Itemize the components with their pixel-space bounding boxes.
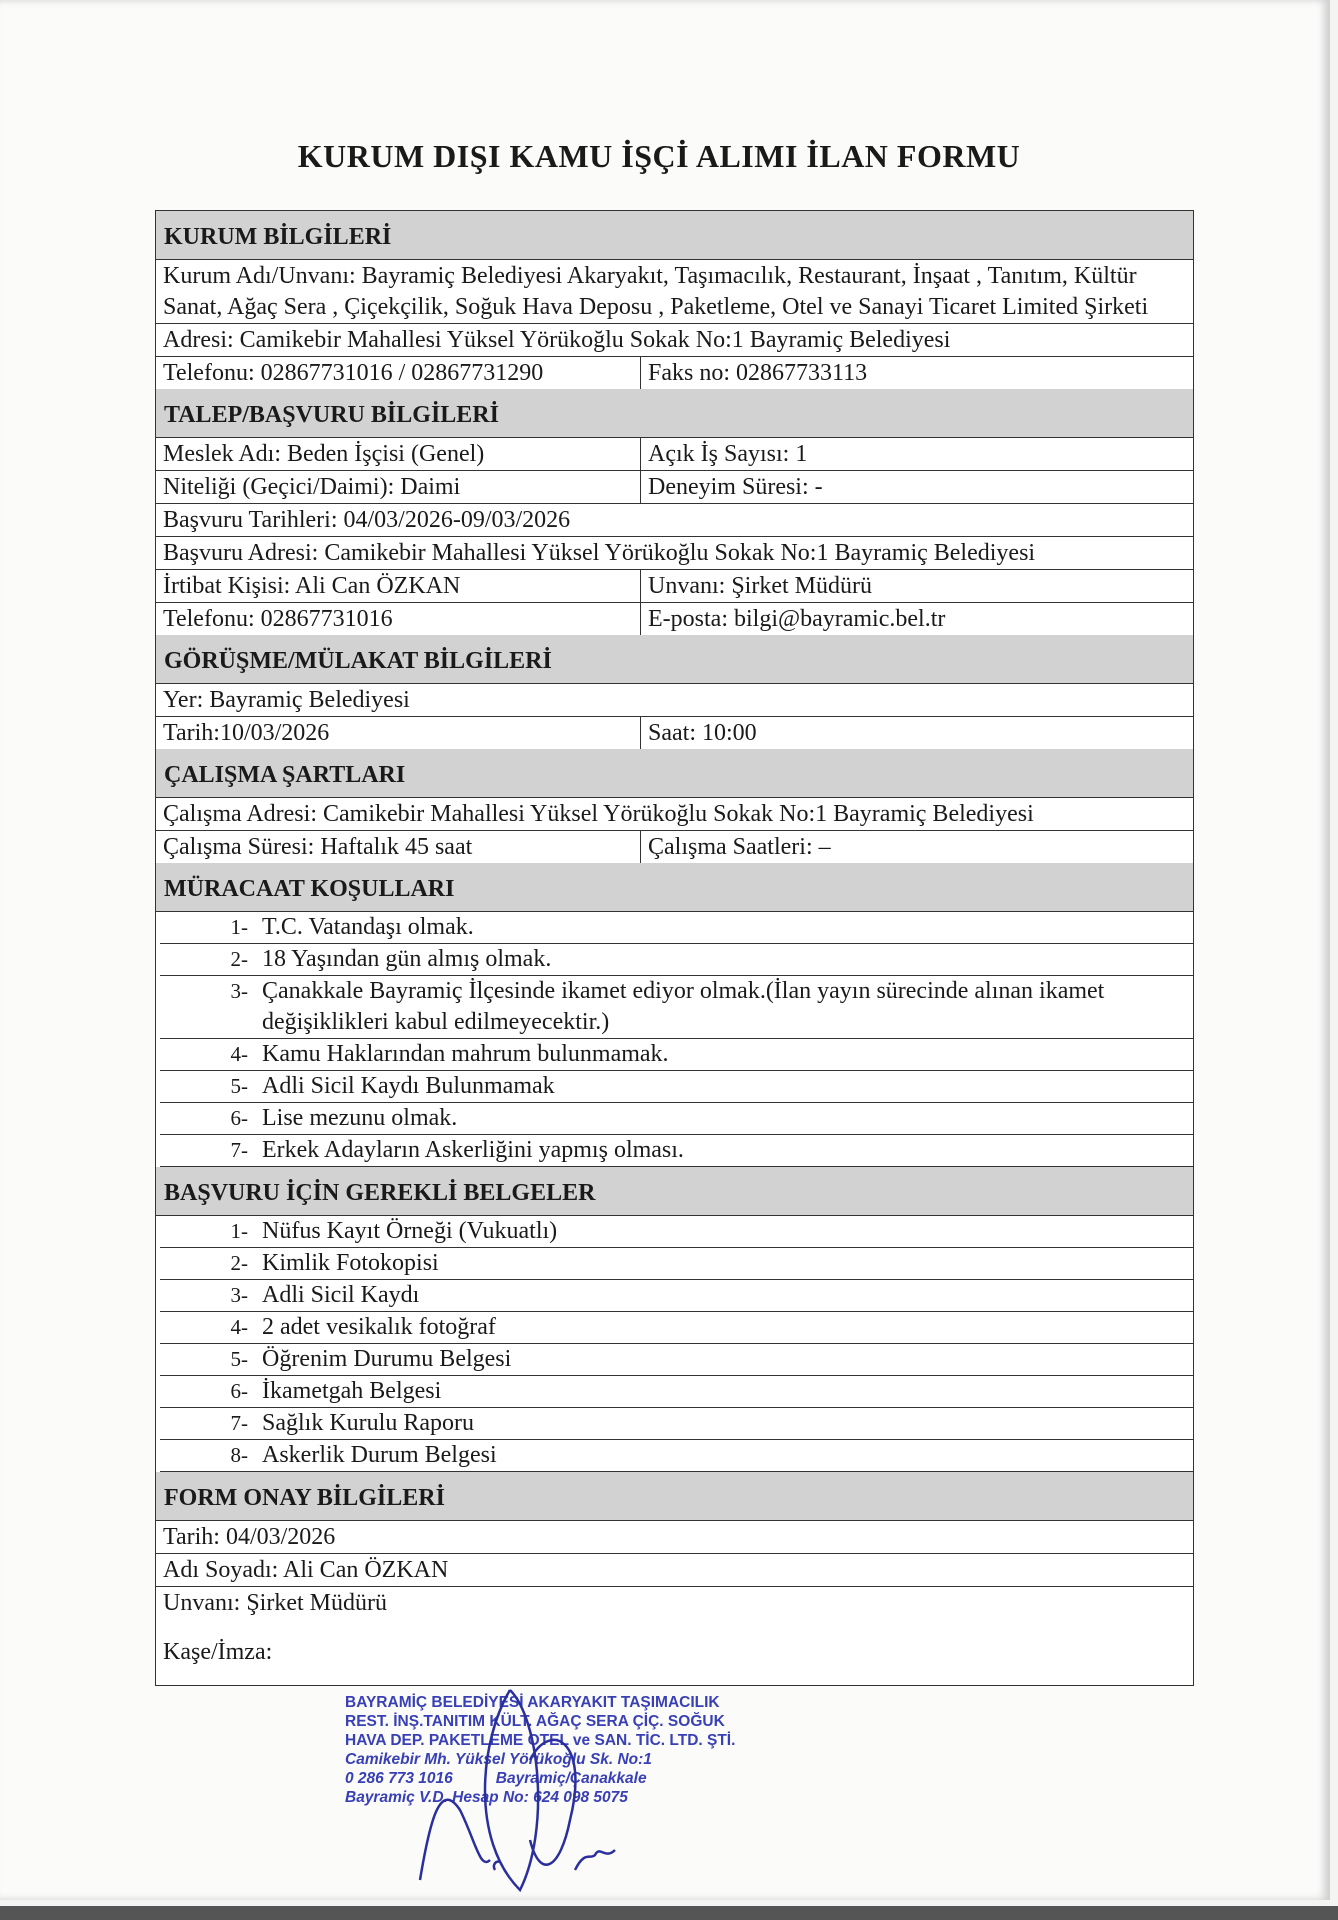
list-item	[160, 1376, 1193, 1408]
stamp-line: Bayramiç V.D. Hesap No: 624 098 5075	[345, 1789, 628, 1806]
list-item-text: Nüfus Kayıt Örneği (Vukuatlı)	[262, 1218, 558, 1244]
form-field: Telefonu: 02867731016 / 02867731290	[156, 357, 641, 389]
form-field: Yer: Bayramiç Belediyesi	[163, 687, 410, 713]
form-section	[156, 389, 1193, 635]
form-field: Başvuru Tarihleri: 04/03/2026-09/03/2026	[163, 507, 571, 533]
list-item	[160, 1103, 1193, 1135]
stamp-line: Camikebir Mh. Yüksel Yörükoğlu Sk. No:1	[345, 1751, 652, 1768]
list-item-text: 2 adet vesikalık fotoğraf	[262, 1314, 496, 1340]
form-row	[156, 357, 1193, 389]
list-item-text: 18 Yaşından gün almış olmak.	[262, 946, 552, 972]
form-field: Açık İş Sayısı: 1	[648, 441, 808, 467]
list-item-number: 6-	[230, 1379, 248, 1403]
list-item-text: Öğrenim Durumu Belgesi	[262, 1346, 512, 1372]
list-item	[160, 1312, 1193, 1344]
form-row	[156, 1521, 1193, 1554]
section-header: MÜRACAAT KOŞULLARI	[156, 863, 1193, 912]
form-field: Adı Soyadı: Ali Can ÖZKAN	[163, 1557, 449, 1583]
list-item-text: Çanakkale Bayramiç İlçesinde ikamet ediyor olmak.(İlan yayın sürecinde alınan ikamet değişiklikleri kabul edilmeyecektir.)	[262, 978, 1105, 1035]
section-header: KURUM BİLGİLERİ	[156, 211, 1193, 260]
list-item-text: İkametgah Belgesi	[262, 1378, 442, 1404]
list-item-number: 5-	[230, 1074, 248, 1098]
form-row	[156, 570, 1193, 603]
kase-imza-row	[156, 1619, 1193, 1685]
form-section	[156, 749, 1193, 863]
form-field: Başvuru Adresi: Camikebir Mahallesi Yüksel Yörükoğlu Sokak No:1 Bayramiç Belediyesi	[163, 540, 1036, 566]
form-field: Unvanı: Şirket Müdürü	[648, 573, 872, 599]
stamp-line: REST. İNŞ.TANITIM KÜLT. AĞAÇ SERA ÇİÇ. SOĞUK	[345, 1713, 725, 1730]
form-row	[156, 260, 1193, 324]
form-field: Çalışma Süresi: Haftalık 45 saat	[156, 831, 641, 863]
list-item	[160, 1280, 1193, 1312]
form-field: Çalışma Saatleri: –	[648, 834, 831, 860]
form-field: Niteliği (Geçici/Daimi): Daimi	[156, 471, 641, 503]
form-field: E-posta: bilgi@bayramic.bel.tr	[648, 606, 946, 632]
list-item-number: 5-	[230, 1347, 248, 1371]
form-field: Telefonu: 02867731016	[156, 603, 641, 635]
list-item-number: 2-	[230, 947, 248, 971]
form-section	[156, 635, 1193, 749]
form-row	[156, 504, 1193, 537]
list-item-text: Askerlik Durum Belgesi	[262, 1442, 497, 1468]
list-item-number: 7-	[230, 1138, 248, 1162]
form-section	[156, 863, 1193, 1167]
list-item-number: 7-	[230, 1411, 248, 1435]
list-item-number: 2-	[230, 1251, 248, 1275]
list-item	[160, 912, 1193, 944]
form-field: Unvanı: Şirket Müdürü	[163, 1590, 387, 1616]
list-item	[160, 1039, 1193, 1071]
form-row	[156, 438, 1193, 471]
stamp-line: HAVA DEP. PAKETLEME OTEL ve SAN. TİC. LTD. ŞTİ.	[345, 1732, 736, 1749]
list-item-text: Adli Sicil Kaydı Bulunmamak	[262, 1073, 555, 1099]
form-row	[156, 798, 1193, 831]
form-section	[156, 1167, 1193, 1472]
form-field: Meslek Adı: Beden İşçisi (Genel)	[156, 438, 641, 470]
form-field: Saat: 10:00	[648, 720, 757, 746]
list-item-number: 3-	[230, 979, 248, 1003]
section-header: GÖRÜŞME/MÜLAKAT BİLGİLERİ	[156, 635, 1193, 684]
list-item-text: Adli Sicil Kaydı	[262, 1282, 420, 1308]
form-row	[156, 603, 1193, 635]
form-row	[156, 537, 1193, 570]
list-item	[160, 1408, 1193, 1440]
list-item-number: 1-	[230, 915, 248, 939]
list-item-text: T.C. Vatandaşı olmak.	[262, 914, 474, 940]
list-item	[160, 1135, 1193, 1167]
list-item	[160, 976, 1193, 1039]
stamp-line: 0 286 773 1016 Bayramiç/Çanakkale	[345, 1770, 647, 1787]
list-item-number: 1-	[230, 1219, 248, 1243]
list-item-number: 4-	[230, 1315, 248, 1339]
list-item-number: 8-	[230, 1443, 248, 1467]
form-field: İrtibat Kişisi: Ali Can ÖZKAN	[156, 570, 641, 602]
list-item	[160, 1248, 1193, 1280]
section-header: FORM ONAY BİLGİLERİ	[156, 1472, 1193, 1521]
form-field: Faks no: 02867733113	[648, 360, 868, 386]
form-field: Adresi: Camikebir Mahallesi Yüksel Yörükoğlu Sokak No:1 Bayramiç Belediyesi	[163, 327, 951, 353]
section-header: ÇALIŞMA ŞARTLARI	[156, 749, 1193, 798]
form-field: Kurum Adı/Unvanı: Bayramiç Belediyesi Akaryakıt, Taşımacılık, Restaurant, İnşaat , Tanıtım, Kültür Sanat, Ağaç Sera , Çiçekçilik, Soğuk Hava Deposu , Paketleme, Otel ve Sanayi Ticaret Limited Şirketi	[163, 263, 1149, 320]
section-header: TALEP/BAŞVURU BİLGİLERİ	[156, 389, 1193, 438]
form-field: Çalışma Adresi: Camikebir Mahallesi Yüksel Yörükoğlu Sokak No:1 Bayramiç Belediyesi	[163, 801, 1034, 827]
form-field: Deneyim Süresi: -	[648, 474, 823, 500]
list-item	[160, 1216, 1193, 1248]
list-item-text: Kimlik Fotokopisi	[262, 1250, 439, 1276]
form-row	[156, 471, 1193, 504]
form-row	[156, 1587, 1193, 1619]
list-item-number: 4-	[230, 1042, 248, 1066]
list-item	[160, 1071, 1193, 1103]
section-header: BAŞVURU İÇİN GEREKLİ BELGELER	[156, 1167, 1193, 1216]
list-item	[160, 1440, 1193, 1472]
form-row	[156, 1554, 1193, 1587]
list-item-text: Kamu Haklarından mahrum bulunmamak.	[262, 1041, 669, 1067]
list-item-text: Lise mezunu olmak.	[262, 1105, 458, 1131]
list-item-number: 3-	[230, 1283, 248, 1307]
form-field: Tarih: 04/03/2026	[163, 1524, 336, 1550]
list-item-text: Erkek Adayların Askerliğini yapmış olması.	[262, 1137, 684, 1163]
list-item	[160, 944, 1193, 976]
kase-imza-label: Kaşe/İmza:	[163, 1638, 273, 1665]
form-table	[155, 210, 1194, 1686]
form-row	[156, 684, 1193, 717]
signature	[400, 1680, 660, 1900]
form-row	[156, 324, 1193, 357]
list-item-number: 6-	[230, 1106, 248, 1130]
form-section	[156, 1472, 1193, 1619]
form-row	[156, 831, 1193, 863]
list-item	[160, 1344, 1193, 1376]
form-title: KURUM DIŞI KAMU İŞÇİ ALIMI İLAN FORMU	[297, 138, 1021, 174]
form-row	[156, 717, 1193, 749]
background-edge	[0, 1906, 1338, 1920]
stamp-line: BAYRAMİÇ BELEDİYESİ AKARYAKIT TAŞIMACILIK	[345, 1694, 720, 1711]
form-section	[156, 211, 1193, 389]
list-item-text: Sağlık Kurulu Raporu	[262, 1410, 474, 1436]
form-field: Tarih:10/03/2026	[156, 717, 641, 749]
